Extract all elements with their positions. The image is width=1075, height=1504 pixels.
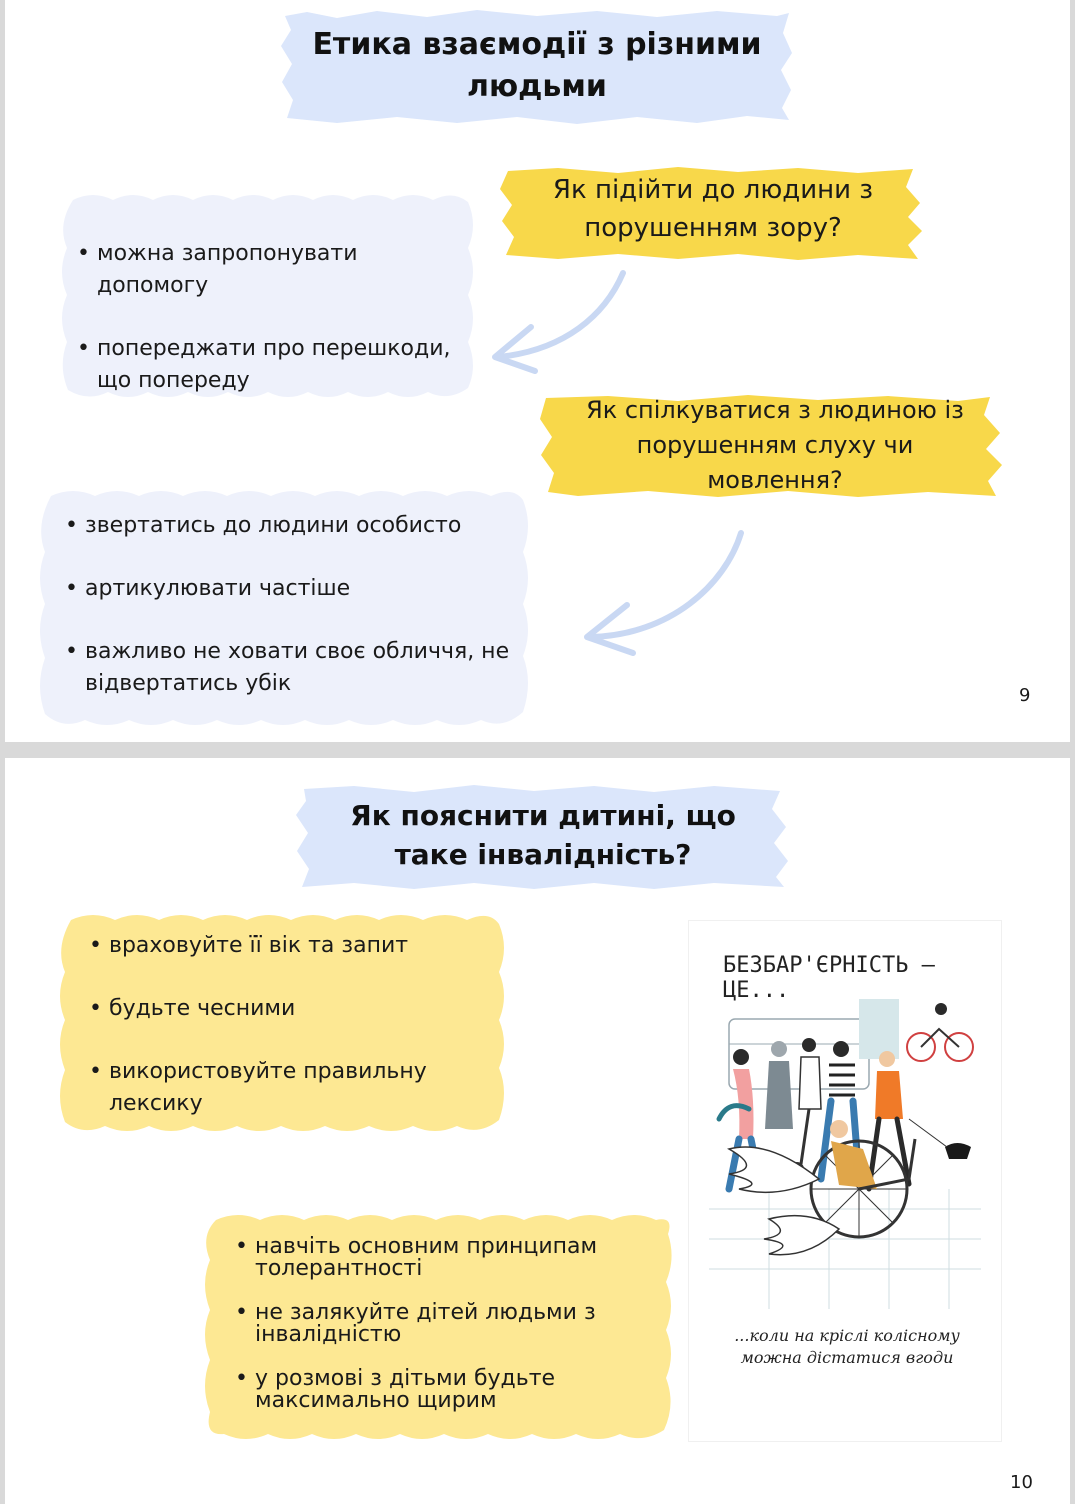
list-item: • артикулювати частіше (63, 573, 518, 605)
list-item: • важливо не ховати своє обличчя, не відвертатись убік (63, 636, 518, 700)
list-item: • не залякуйте дітей людьми з інвалідністю (233, 1302, 653, 1346)
tips-list-2 (233, 1236, 653, 1412)
list-item: • навчіть основним принципам толерантності (233, 1236, 653, 1280)
list-item: • будьте чесними (87, 993, 492, 1025)
tips-box-2 (198, 1210, 676, 1444)
tips-box-1 (53, 910, 509, 1136)
page-number: 9 (1019, 685, 1031, 706)
list-item: • можна запропонувати допомогу (75, 238, 465, 302)
slide9-title: Етика взаємодії з різними людьми (312, 27, 762, 104)
answers-vision-list (75, 238, 465, 397)
accessibility-poster (688, 920, 1002, 1442)
poster-caption: ...коли на кріслі колісному можна дістатися вгоди (734, 1326, 960, 1367)
question-hearing: Як спілкуватися з людиною із порушенням слуху чи мовлення? (586, 396, 964, 494)
poster-title: БЕЗБАР'ЄРНІСТЬ — ЦЕ... (723, 953, 935, 1003)
question-hearing-banner (538, 393, 1005, 498)
people-illustration-icon (709, 989, 981, 1319)
list-item: • використовуйте правильну лексику (87, 1056, 492, 1120)
answers-hearing-list (63, 510, 518, 700)
list-item: • звертатись до людини особисто (63, 510, 518, 542)
tips-list-1 (87, 930, 492, 1120)
curved-arrow-icon (575, 525, 755, 665)
list-item: • попереджати про перешкоди, що попереду (75, 333, 465, 397)
slide10-title: Як пояснити дитині, що таке інвалідність? (350, 799, 736, 871)
question-vision-banner (498, 165, 928, 261)
curved-arrow-icon (485, 265, 635, 380)
answers-hearing-box (33, 486, 530, 728)
page-number: 10 (1010, 1472, 1033, 1493)
slide10-title-banner (294, 783, 792, 891)
slide-10 (5, 758, 1070, 1504)
list-item: • враховуйте її вік та запит (87, 930, 492, 962)
slide9-title-banner (277, 8, 797, 126)
answers-vision-box (53, 190, 475, 400)
list-item: • у розмові з дітьми будьте максимально щирим (233, 1368, 653, 1412)
slide-9 (5, 0, 1070, 742)
question-vision: Як підійти до людини з порушенням зору? (552, 175, 874, 243)
